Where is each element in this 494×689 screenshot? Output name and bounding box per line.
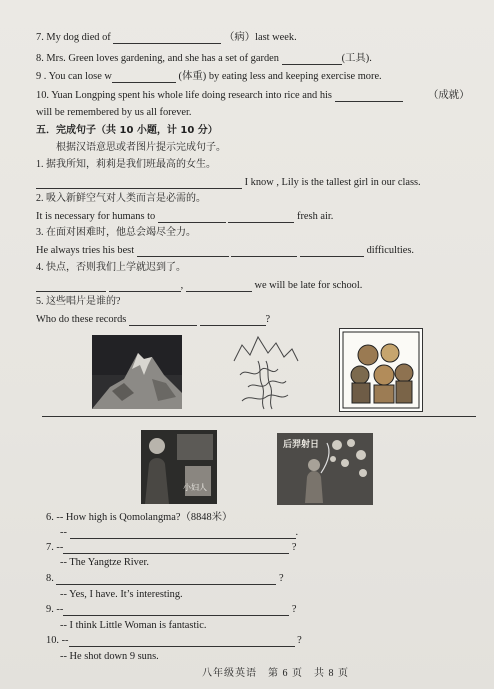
dialogue-6-period: . [295, 527, 299, 538]
item-9-hint: (体重) by eating less and keeping exercise more. [178, 71, 382, 82]
mountain-icon [92, 335, 182, 409]
item-7 [36, 31, 297, 44]
item-7-blank[interactable] [113, 33, 221, 44]
dialogue-7-blank[interactable] [63, 543, 289, 554]
item-8-hint: (工具). [341, 53, 372, 64]
sentence-2-text-a: It is necessary for humans to [36, 211, 156, 222]
item-10-hint: （成就） [428, 90, 470, 101]
dialogue-10-answer: -- He shot down 9 suns. [60, 651, 159, 662]
cartoon-characters-icon [340, 329, 422, 411]
item-8-blank[interactable] [282, 54, 342, 65]
river-sketch-picture [228, 331, 302, 413]
poster-title: 小妇人 [183, 483, 207, 492]
dialogue-8-number: 8. [46, 573, 54, 584]
item-9 [36, 70, 382, 83]
sentence-4-text: we will be late for school. [254, 280, 363, 291]
item-10-text: 10. Yuan Longping spent his whole life doing research into rice and his [36, 90, 332, 101]
dialogue-10-number: 10. -- [46, 635, 69, 646]
dialogue-9-number: 9. -- [46, 604, 64, 615]
item-10-cont: will be remembered by us all forever. [36, 107, 192, 118]
sentence-5-cn: 5. 这些唱片是谁的? [36, 296, 121, 307]
item-7-hint: （病）last week. [223, 32, 297, 43]
cartoon-picture [339, 328, 423, 412]
sentence-4-cn: 4. 快点，否则我们上学就迟到了。 [36, 262, 186, 273]
sentence-4-blank-2[interactable] [109, 281, 181, 292]
sentence-5-en [36, 313, 270, 326]
river-map-icon [228, 331, 302, 413]
sentence-3-en [36, 244, 414, 257]
sentence-5-blank-1[interactable] [129, 315, 197, 326]
section-5-title: 五．完成句子（共 10 小题，计 10 分） [36, 125, 218, 136]
dialogue-6-question: 6. -- How high is Qomolangma?（8848米） [46, 512, 233, 523]
item-8-text: 8. Mrs. Green loves gardening, and she has a set of garden [36, 53, 279, 64]
sentence-4-comma: , [180, 280, 184, 291]
sentence-2-text-b: fresh air. [297, 211, 334, 222]
sentence-3-blank-2[interactable] [231, 246, 297, 257]
sentence-5-blank-2[interactable] [200, 315, 266, 326]
dialogue-10-qmark: ? [297, 635, 302, 646]
dialogue-9-answer: -- I think Little Woman is fantastic. [60, 620, 207, 631]
mountain-picture [92, 335, 182, 409]
item-9-blank[interactable] [112, 72, 176, 83]
sentence-5-qmark: ? [265, 314, 271, 325]
sentence-2-blank-2[interactable] [228, 212, 294, 223]
item-9-text: 9 . You can lose w [36, 71, 112, 82]
page-footer: 八年级英语 第 6 页 共 8 页 [202, 668, 349, 679]
dialogue-10-blank[interactable] [69, 636, 295, 647]
sentence-4-blank-3[interactable] [186, 281, 252, 292]
dialogue-8-question [46, 572, 284, 585]
dialogue-7-answer: -- The Yangtze River. [60, 557, 149, 568]
sentence-2-en [36, 210, 333, 223]
sentence-2-cn: 2. 吸入新鲜空气对人类而言是必需的。 [36, 193, 206, 204]
sentence-2-blank-1[interactable] [158, 212, 226, 223]
houyi-title: 后羿射日 [283, 440, 320, 450]
houyi-picture [277, 433, 373, 505]
dialogue-8-answer: -- Yes, I have. It’s interesting. [60, 589, 183, 600]
item-10-blank[interactable] [335, 91, 403, 102]
dialogue-9-question [46, 603, 297, 616]
sentence-5-text: Who do these records [36, 314, 127, 325]
sentence-3-blank-1[interactable] [137, 246, 229, 257]
dialogue-10-question [46, 634, 302, 647]
dialogue-6-blank[interactable] [70, 528, 296, 539]
dialogue-7-question [46, 541, 297, 554]
dialogue-8-blank[interactable] [56, 574, 276, 585]
sentence-4-blank-1[interactable] [36, 281, 106, 292]
dialogue-8-qmark: ? [279, 573, 284, 584]
book-poster-picture [141, 430, 217, 504]
sentence-3-blank-3[interactable] [300, 246, 364, 257]
sentence-3-text-a: He always tries his best [36, 245, 135, 256]
sentence-1-en [36, 176, 421, 189]
dialogue-7-number: 7. -- [46, 542, 64, 553]
sentence-1-blank[interactable] [36, 178, 242, 189]
section-5-instruction: 根据汉语意思或者图片提示完成句子。 [56, 142, 226, 153]
dialogue-9-blank[interactable] [63, 605, 289, 616]
sentence-4-en [36, 279, 362, 292]
item-8 [36, 52, 372, 65]
divider-line [42, 416, 476, 417]
sentence-1-cn: 1. 据我所知，莉莉是我们班最高的女生。 [36, 159, 216, 170]
dialogue-6-answer [60, 526, 298, 539]
sentence-3-cn: 3. 在面对困难时，他总会竭尽全力。 [36, 227, 196, 238]
item-7-text: 7. My dog died of [36, 32, 111, 43]
sentence-3-text-b: difficulties. [366, 245, 414, 256]
dialogue-7-qmark: ? [291, 542, 297, 553]
sentence-1-text: I know , Lily is the tallest girl in our class. [244, 177, 421, 188]
dialogue-6-dash: -- [60, 527, 67, 538]
item-10 [36, 89, 403, 102]
dialogue-9-qmark: ? [291, 604, 297, 615]
